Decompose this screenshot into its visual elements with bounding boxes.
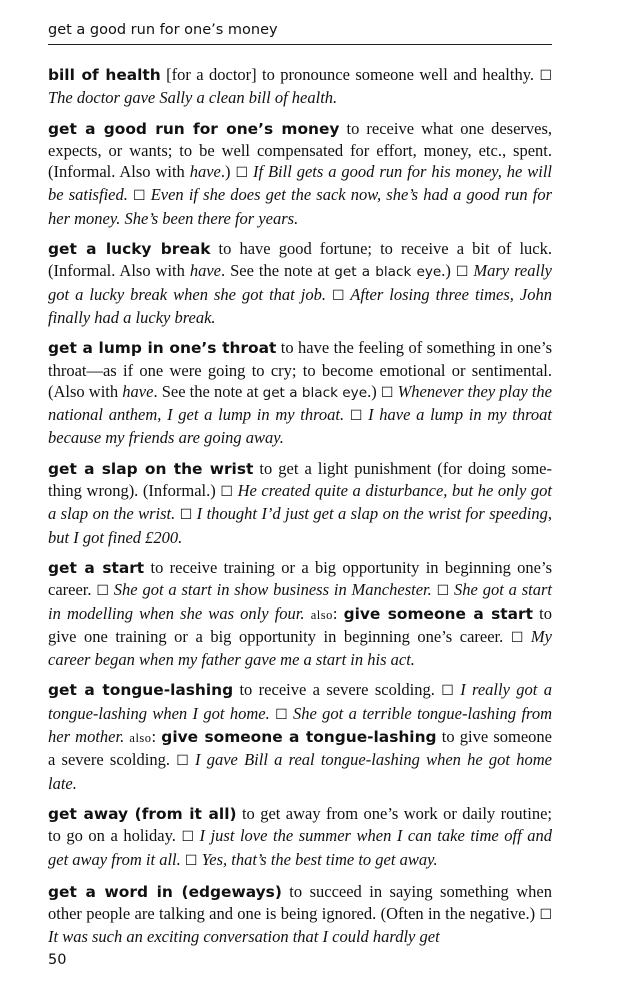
headword: get away (from it all) xyxy=(48,804,237,823)
definition: to receive a severe scolding. xyxy=(233,680,442,700)
dictionary-page xyxy=(48,0,552,986)
note: . See the note at xyxy=(221,261,335,281)
also-colon: : xyxy=(151,727,162,747)
definition-end: .) xyxy=(367,381,381,401)
example-marker-icon: ☐ xyxy=(349,408,363,425)
example-marker-icon: ☐ xyxy=(510,629,524,646)
definition: to get a light punishment (for doing some xyxy=(253,458,547,478)
definition: to have good fortune; to receive a bit of luck. (Informal. Also with xyxy=(48,239,552,281)
definition: to get away from one’s work or daily rou xyxy=(236,803,523,823)
variant-verb: have xyxy=(189,261,221,281)
running-head: get a good run for one’s money xyxy=(48,22,552,45)
example: Yes, that’s the best time to get away. xyxy=(197,849,438,869)
example: It was such an exciting conversation that I could hardly get xyxy=(48,927,440,947)
example: After losing three times, John finally had a lucky break. xyxy=(48,284,552,327)
example: The doctor gave Sally a clean bill of health. xyxy=(48,88,338,108)
entry-bill-of-health xyxy=(48,64,552,109)
definition-continued: thing wrong). (Informal.) xyxy=(48,481,221,501)
example: Mary really got a lucky break when she got that job. xyxy=(48,261,552,304)
headword: bill of health xyxy=(48,66,161,84)
headword: get a word in (edgeways) xyxy=(48,882,282,901)
example-marker-icon: ☐ xyxy=(133,188,146,205)
example: If Bill gets a good run for his money, he will be satisfied. xyxy=(48,162,553,205)
example: I really got a tongue-lashing when I got home. xyxy=(48,680,552,723)
definition: to receive what one deserves, expects, or wants; to be well compensated for effort, money, etc., spent. (Informal. Also with xyxy=(48,118,553,182)
entry-get-away xyxy=(48,803,552,872)
example: She got a terrible tongue-lashing from her mother. xyxy=(48,703,553,747)
variant-verb: have xyxy=(189,162,221,182)
headword: get a lump in one’s throat xyxy=(48,339,277,358)
definition-continued: ative.) xyxy=(493,904,540,924)
example: My career began when my father gave me a start in his act. xyxy=(48,626,553,670)
example-marker-icon: ☐ xyxy=(184,852,198,869)
example: He created quite a disturbance, but he only got a slap on the wrist. xyxy=(48,481,552,524)
entry-list xyxy=(48,64,552,957)
example-marker-icon: ☐ xyxy=(220,484,233,501)
definition: to have the feeling of something in one’s throat—as if one were going to cry; to become emotional or sentimental. (Also with xyxy=(48,338,552,401)
entry-get-a-start xyxy=(48,557,552,670)
example-marker-icon: ☐ xyxy=(332,287,345,304)
headword: get a tongue-lashing xyxy=(48,681,234,700)
entry-get-a-good-run xyxy=(48,118,552,229)
example-marker-icon: ☐ xyxy=(539,907,552,924)
example-marker-icon: ☐ xyxy=(235,165,249,182)
example: She got a start in modelling when she was only four. xyxy=(48,580,553,623)
also-headword-continued: one a start xyxy=(433,604,533,623)
example: Even if she does get the sack now, she’s had a good run for her money. She’s been there for years. xyxy=(48,185,552,228)
example: She got a start in show business in Manchester. xyxy=(108,580,437,600)
also-label: also xyxy=(129,731,152,746)
example: Whenever they play the national anthem, I get a lump in my throat. xyxy=(48,381,552,425)
example-marker-icon: ☐ xyxy=(539,68,552,84)
also-headword: give someone a tongue-lashing xyxy=(161,728,437,747)
example: I just love the summer when I can take time off and get away from it all. xyxy=(48,826,552,869)
definition-continued: tine; to go on a holiday. xyxy=(48,803,552,846)
also-definition: to give someone a severe scolding. xyxy=(48,727,552,770)
example-marker-icon: ☐ xyxy=(275,706,288,723)
entry-get-a-lucky-break xyxy=(48,238,552,328)
definition: to succeed in saying something when other people are talking and one is being ignored. (Often in the neg xyxy=(48,881,552,924)
example-marker-icon: ☐ xyxy=(96,583,109,600)
also-label: also xyxy=(310,607,333,622)
example-marker-icon: ☐ xyxy=(455,264,469,281)
example-marker-icon: ☐ xyxy=(380,384,394,401)
headword: get a lucky break xyxy=(48,240,211,259)
also-colon: : xyxy=(332,603,344,623)
definition: to receive training or a big opportunity in beginning one’s career. xyxy=(48,557,552,600)
variant-verb: have xyxy=(122,381,154,401)
entry-get-a-lump-in-ones-throat xyxy=(48,337,552,448)
also-definition: to give one training or a big opportunity in beginning one’s career. xyxy=(48,603,552,646)
headword: get a start xyxy=(48,558,145,577)
entry-get-a-slap-on-the-wrist: get a slap on the wrist to get a light punishment (for doing something wrong). (Informal.) ☐ He created quite a disturbance, but he only got a slap on the wrist. ☐ I thought I’d just get a slap on the wrist for speeding, but I got fined £200. xyxy=(48,458,552,547)
example-marker-icon: ☐ xyxy=(176,753,189,770)
definition: [for a doctor] to pronounce someone well and healthy. xyxy=(160,65,540,84)
cross-reference: get a black eye xyxy=(262,384,368,401)
entry-get-a-tongue-lashing xyxy=(48,679,552,793)
example: I gave Bill a real tongue-lashing when he got home late. xyxy=(48,750,552,793)
example: I thought I’d just get a slap on the wrist for speeding, but I got fined £200. xyxy=(48,504,552,547)
example: I have a lump in my throat because my friends are going away. xyxy=(48,405,552,448)
cross-reference: get a black eye xyxy=(334,264,442,281)
headword: get a good run for one’s money xyxy=(48,119,340,138)
entry-get-a-word-in xyxy=(48,881,552,948)
example-marker-icon: ☐ xyxy=(181,829,194,846)
definition-end: .) xyxy=(220,162,236,182)
example-marker-icon: ☐ xyxy=(179,507,193,524)
also-headword: give some xyxy=(343,604,434,623)
example-marker-icon: ☐ xyxy=(441,683,454,700)
headword: get a slap on the wrist xyxy=(48,459,254,478)
definition-end: .) xyxy=(441,261,456,281)
page-number: 50 xyxy=(48,952,67,968)
note: . See the note at xyxy=(153,381,263,401)
example-marker-icon: ☐ xyxy=(436,583,450,600)
